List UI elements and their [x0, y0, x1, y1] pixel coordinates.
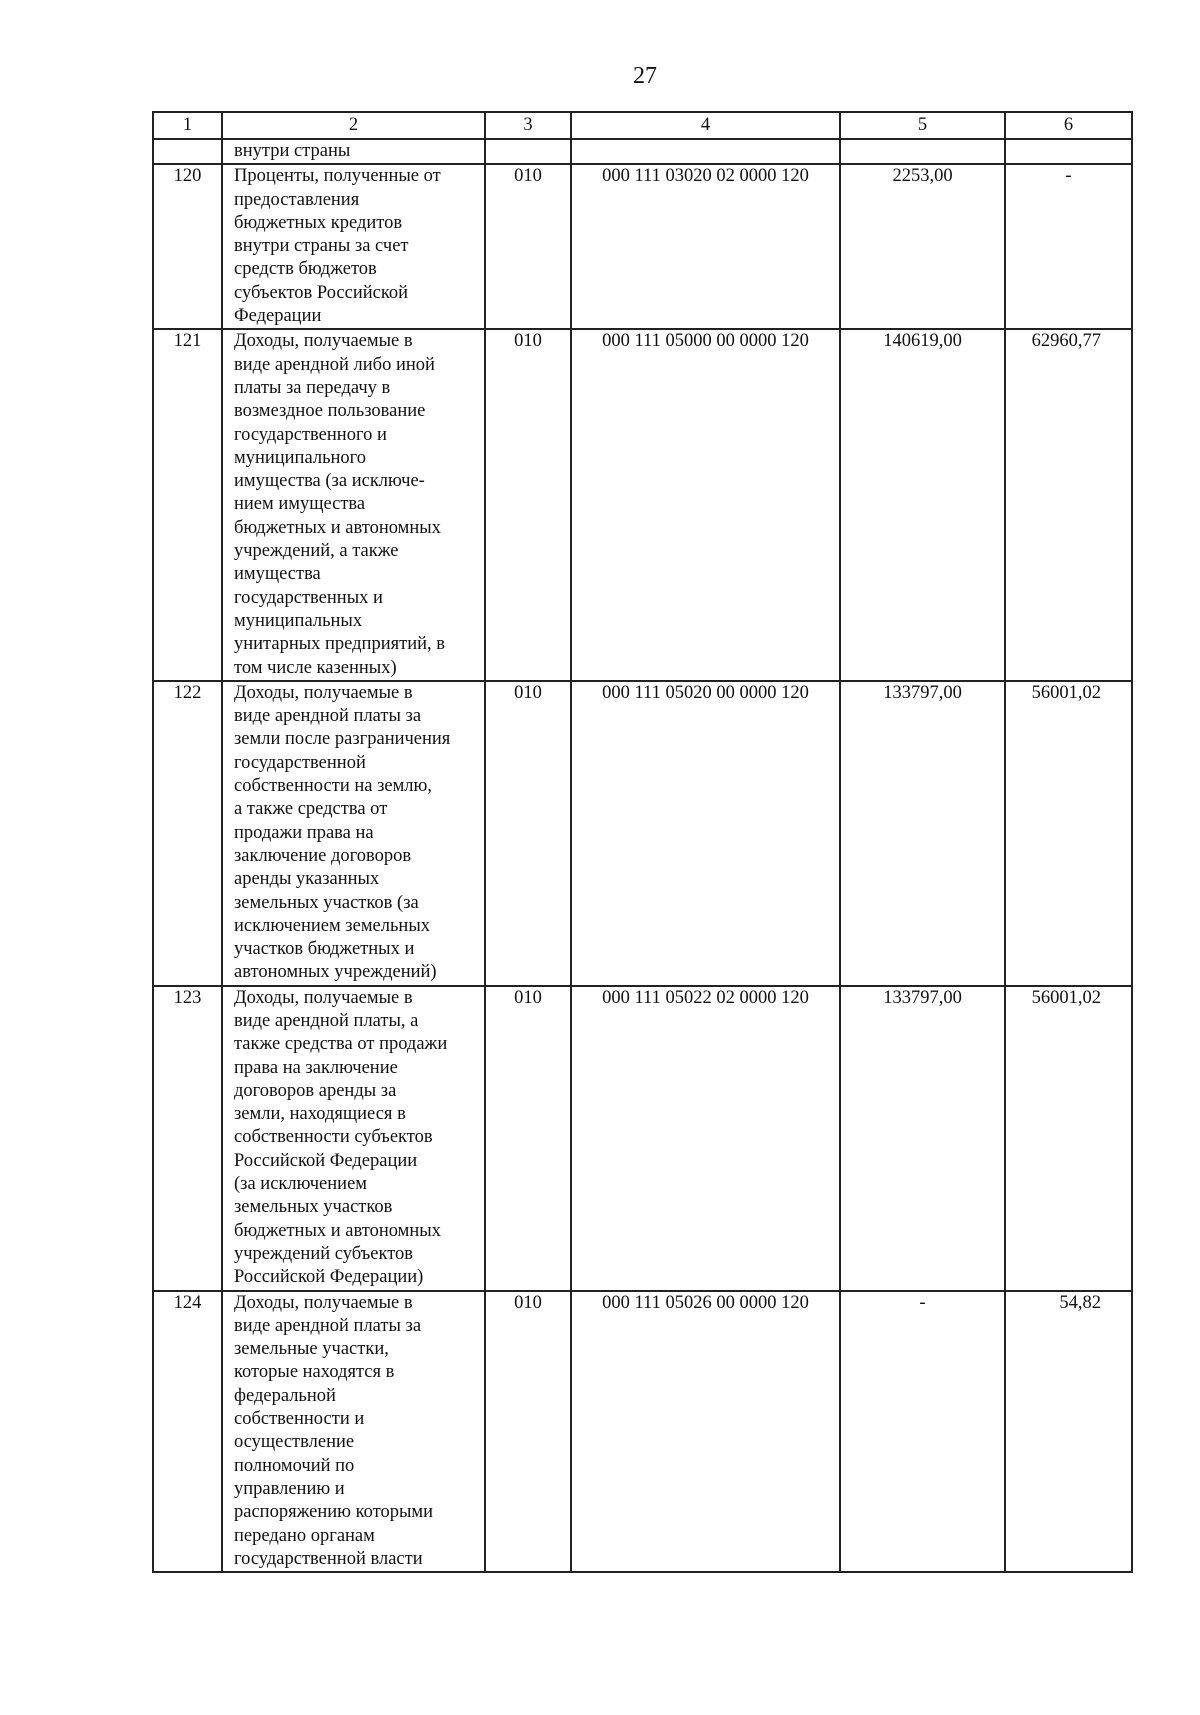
row-code: 000 111 03020 02 0000 120	[571, 164, 840, 329]
row-col6: -	[1005, 164, 1132, 329]
header-cell: 2	[222, 112, 485, 139]
row-col5: 133797,00	[840, 986, 1005, 1291]
row-col3	[485, 139, 571, 164]
row-col6: 56001,02	[1005, 681, 1132, 986]
row-number: 120	[153, 164, 222, 329]
row-number: 122	[153, 681, 222, 986]
header-cell: 3	[485, 112, 571, 139]
row-description: Проценты, полученные от предоставления бюджетных кредитов внутри страны за счет средств бюджетов субъектов Российской Федерации	[222, 164, 485, 329]
row-col6: 62960,77	[1005, 329, 1132, 680]
row-col5	[840, 139, 1005, 164]
row-code	[571, 139, 840, 164]
table-row	[153, 1291, 1132, 1573]
row-col5: -	[840, 1291, 1005, 1573]
row-col3: 010	[485, 986, 571, 1291]
row-description: внутри страны	[222, 139, 485, 164]
table-row	[153, 139, 1132, 164]
row-col3: 010	[485, 329, 571, 680]
header-cell: 1	[153, 112, 222, 139]
row-number: 124	[153, 1291, 222, 1573]
row-col3: 010	[485, 164, 571, 329]
row-description: Доходы, получаемые в виде арендной либо иной платы за передачу в возмездное пользование государственного и муниципального имущества (за исключе- нием имущества бюджетных и автономных учреждений, а также имущества государственных и муниципальных унитарных предприятий, в том числе казенных)	[222, 329, 485, 680]
header-cell: 6	[1005, 112, 1132, 139]
row-col5: 2253,00	[840, 164, 1005, 329]
table-row	[153, 329, 1132, 680]
row-description: Доходы, получаемые в виде арендной платы за земли после разграничения государственной собственности на землю, а также средства от продажи права на заключение договоров аренды указанных земельных участков (за исключением земельных участков бюджетных и автономных учреждений)	[222, 681, 485, 986]
page-number: 27	[633, 63, 657, 89]
row-number: 121	[153, 329, 222, 680]
budget-table	[152, 111, 1133, 1573]
row-col5: 133797,00	[840, 681, 1005, 986]
row-code: 000 111 05026 00 0000 120	[571, 1291, 840, 1573]
row-code: 000 111 05000 00 0000 120	[571, 329, 840, 680]
table-row	[153, 164, 1132, 329]
header-cell: 5	[840, 112, 1005, 139]
row-col3: 010	[485, 681, 571, 986]
row-col3: 010	[485, 1291, 571, 1573]
row-code: 000 111 05020 00 0000 120	[571, 681, 840, 986]
row-col6: 54,82	[1005, 1291, 1132, 1573]
table-row	[153, 986, 1132, 1291]
row-description: Доходы, получаемые в виде арендной платы за земельные участки, которые находятся в федеральной собственности и осуществление полномочий по управлению и распоряжению которыми передано органам государственной власти	[222, 1291, 485, 1573]
header-cell: 4	[571, 112, 840, 139]
table-row	[153, 681, 1132, 986]
row-number: 123	[153, 986, 222, 1291]
row-code: 000 111 05022 02 0000 120	[571, 986, 840, 1291]
row-col5: 140619,00	[840, 329, 1005, 680]
row-col6: 56001,02	[1005, 986, 1132, 1291]
row-number	[153, 139, 222, 164]
row-description: Доходы, получаемые в виде арендной платы, а также средства от продажи права на заключение договоров аренды за земли, находящиеся в собственности субъектов Российской Федерации (за исключением земельных участков бюджетных и автономных учреждений субъектов Российской Федерации)	[222, 986, 485, 1291]
row-col6	[1005, 139, 1132, 164]
table-header-row	[153, 112, 1132, 139]
